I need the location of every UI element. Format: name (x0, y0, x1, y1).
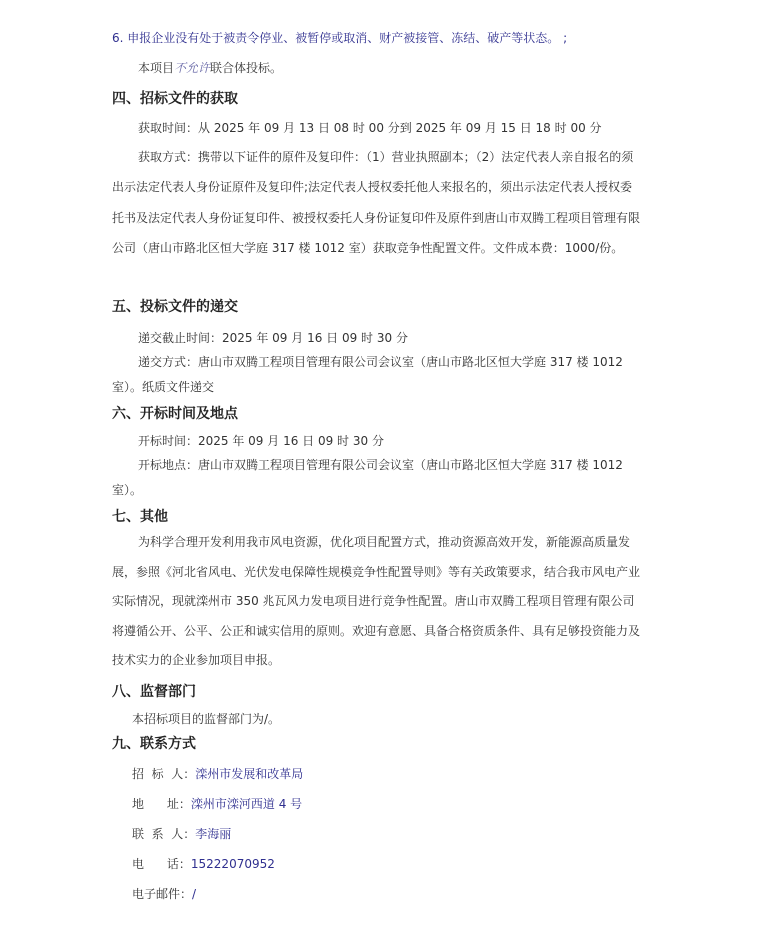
section-4-heading: 四、招标文件的获取 (112, 91, 238, 107)
section-9-heading: 九、联系方式 (112, 736, 196, 752)
contact-value: / (192, 887, 197, 901)
section-7-heading: 七、其他 (112, 509, 168, 525)
consortium-statement (138, 59, 282, 77)
consortium-prefix: 本项目 (138, 61, 175, 75)
contact-label: 电子邮件： (132, 887, 193, 901)
contact-label: 电 话： (132, 857, 191, 871)
contact-row (132, 855, 275, 873)
submission-method: 递交方式：唐山市双腾工程项目管理有限公司会议室（唐山市路北区恒大学庭 317 楼 1012 室）。纸质文件递交 (112, 355, 623, 394)
opening-place: 开标地点：唐山市双腾工程项目管理有限公司会议室（唐山市路北区恒大学庭 317 楼 1012 室）。 (112, 458, 623, 497)
contact-row (132, 885, 196, 903)
section-8-heading: 八、监督部门 (112, 684, 196, 700)
contact-value: 滦州市滦河西道 4 号 (190, 797, 303, 811)
contact-label: 地 址： (132, 797, 191, 811)
section-5-heading: 五、投标文件的递交 (112, 299, 238, 315)
acquisition-time: 获取时间：从 2025 年 09 月 13 日 08 时 00 分到 2025 年 09 月 15 日 18 时 00 分 (138, 121, 602, 135)
contact-label: 招 标 人： (132, 767, 196, 781)
section-7-text: 为科学合理开发利用我市风电资源，优化项目配置方式，推动资源高效开发，新能源高质量发展，参照《河北省风电、光伏发电保障性规模竞争性配置导则》等有关政策要求，结合我市风电产业实际情况，现就滦州市 350 兆瓦风力发电项目进行竞争性配置。唐山市双腾工程项目管理有限公司将遵循公开、公平、公正和诚实信用的原则。欢迎有意愿、具备合格资质条件、具有足够投资能力及技术实力的企业参加项目申报。 (112, 535, 641, 667)
consortium-suffix: 联合体投标。 (210, 61, 283, 75)
contact-value: 滦州市发展和改革局 (195, 767, 304, 781)
consortium-value: 不允许 (174, 61, 211, 75)
contact-row (132, 765, 303, 783)
contact-label: 联 系 人： (132, 827, 196, 841)
submission-deadline: 递交截止时间：2025 年 09 月 16 日 09 时 30 分 (138, 331, 408, 345)
section-6-heading: 六、开标时间及地点 (112, 406, 238, 422)
supervision-department: 本招标项目的监督部门为/。 (132, 712, 281, 726)
acquisition-method: 获取方式：携带以下证件的原件及复印件：（1）营业执照副本；（2）法定代表人亲自报名的须出示法定代表人身份证原件及复印件;法定代表人授权委托他人来报名的，须出示法定代表人授权委托书及法定代表人身份证复印件、被授权委托人身份证复印件及原件到唐山市双腾工程项目管理有限公司（唐山市路北区恒大学庭 317 楼 1012 室）获取竞争性配置文件。文件成本费：1000/份。 (112, 150, 641, 256)
contact-value: 15222070952 (190, 857, 275, 871)
opening-time: 开标时间：2025 年 09 月 16 日 09 时 30 分 (138, 434, 384, 448)
contact-row (132, 825, 231, 843)
contact-row (132, 795, 302, 813)
requirement-item-6: 6. 申报企业没有处于被责令停业、被暂停或取消、财产被接管、冻结、破产等状态。 ; (112, 31, 568, 45)
contact-value: 李海丽 (195, 827, 232, 841)
